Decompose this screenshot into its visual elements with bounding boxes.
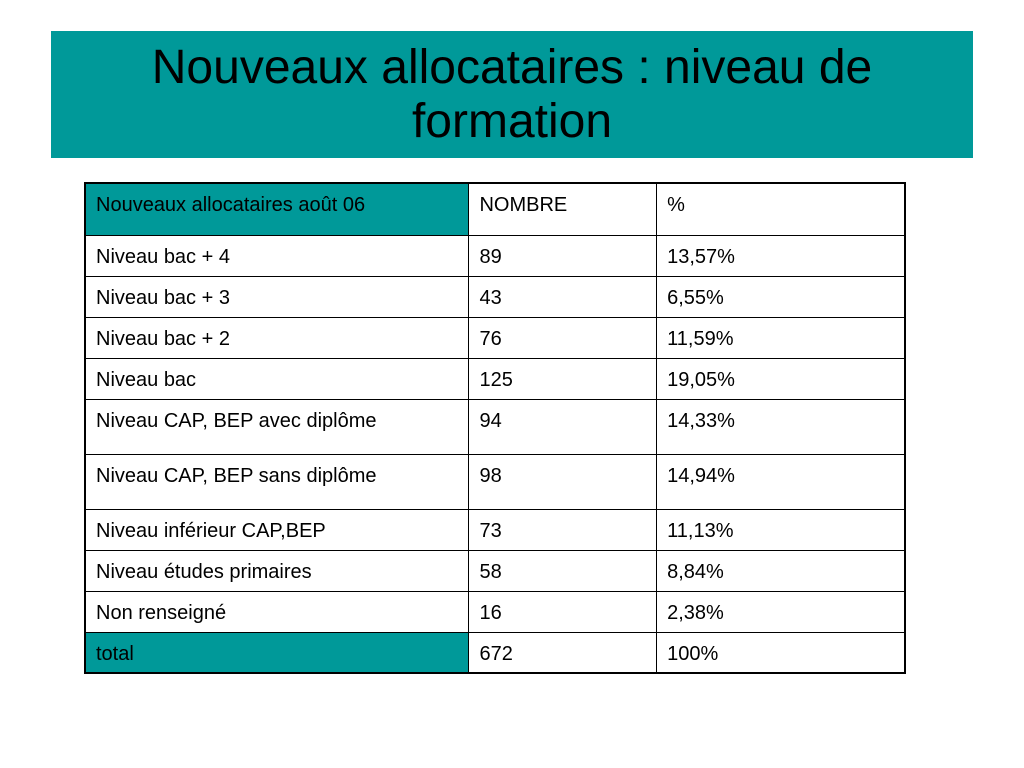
row-label-cell: Niveau bac	[85, 358, 469, 399]
table-row	[85, 591, 905, 632]
table-row	[85, 317, 905, 358]
row-nombre-cell: 125	[469, 358, 657, 399]
row-label-cell: Niveau bac + 2	[85, 317, 469, 358]
row-label-cell: Niveau études primaires	[85, 550, 469, 591]
row-label-cell: Niveau CAP, BEP sans diplôme	[85, 454, 469, 509]
row-label-cell: Niveau bac + 3	[85, 276, 469, 317]
row-nombre-cell: 73	[469, 509, 657, 550]
page-title: Nouveaux allocataires : niveau de formation	[151, 40, 873, 148]
table-row	[85, 235, 905, 276]
header-label-cell: Nouveaux allocataires août 06	[85, 183, 469, 235]
table-row	[85, 509, 905, 550]
row-pct-cell: 8,84%	[657, 550, 905, 591]
row-pct-cell: 14,33%	[657, 399, 905, 454]
row-nombre-cell: 98	[469, 454, 657, 509]
row-label-cell: Niveau bac + 4	[85, 235, 469, 276]
row-label-cell: Non renseigné	[85, 591, 469, 632]
total-pct-cell: 100%	[657, 632, 905, 673]
total-label-cell: total	[85, 632, 469, 673]
row-nombre-cell: 58	[469, 550, 657, 591]
row-nombre-cell: 43	[469, 276, 657, 317]
header-pct-cell: %	[657, 183, 905, 235]
row-pct-cell: 6,55%	[657, 276, 905, 317]
row-nombre-cell: 94	[469, 399, 657, 454]
row-pct-cell: 19,05%	[657, 358, 905, 399]
row-pct-cell: 14,94%	[657, 454, 905, 509]
title-band	[51, 31, 973, 158]
row-pct-cell: 2,38%	[657, 591, 905, 632]
formation-table	[84, 182, 906, 674]
row-nombre-cell: 89	[469, 235, 657, 276]
row-pct-cell: 11,13%	[657, 509, 905, 550]
row-nombre-cell: 16	[469, 591, 657, 632]
total-nombre-cell: 672	[469, 632, 657, 673]
row-label-cell: Niveau inférieur CAP,BEP	[85, 509, 469, 550]
table-row	[85, 358, 905, 399]
header-nombre-cell: NOMBRE	[469, 183, 657, 235]
row-nombre-cell: 76	[469, 317, 657, 358]
table-row	[85, 550, 905, 591]
table-header-row	[85, 183, 905, 235]
table-total-row	[85, 632, 905, 673]
row-pct-cell: 13,57%	[657, 235, 905, 276]
table-row	[85, 454, 905, 509]
table-row	[85, 399, 905, 454]
row-pct-cell: 11,59%	[657, 317, 905, 358]
row-label-cell: Niveau CAP, BEP avec diplôme	[85, 399, 469, 454]
table-row	[85, 276, 905, 317]
